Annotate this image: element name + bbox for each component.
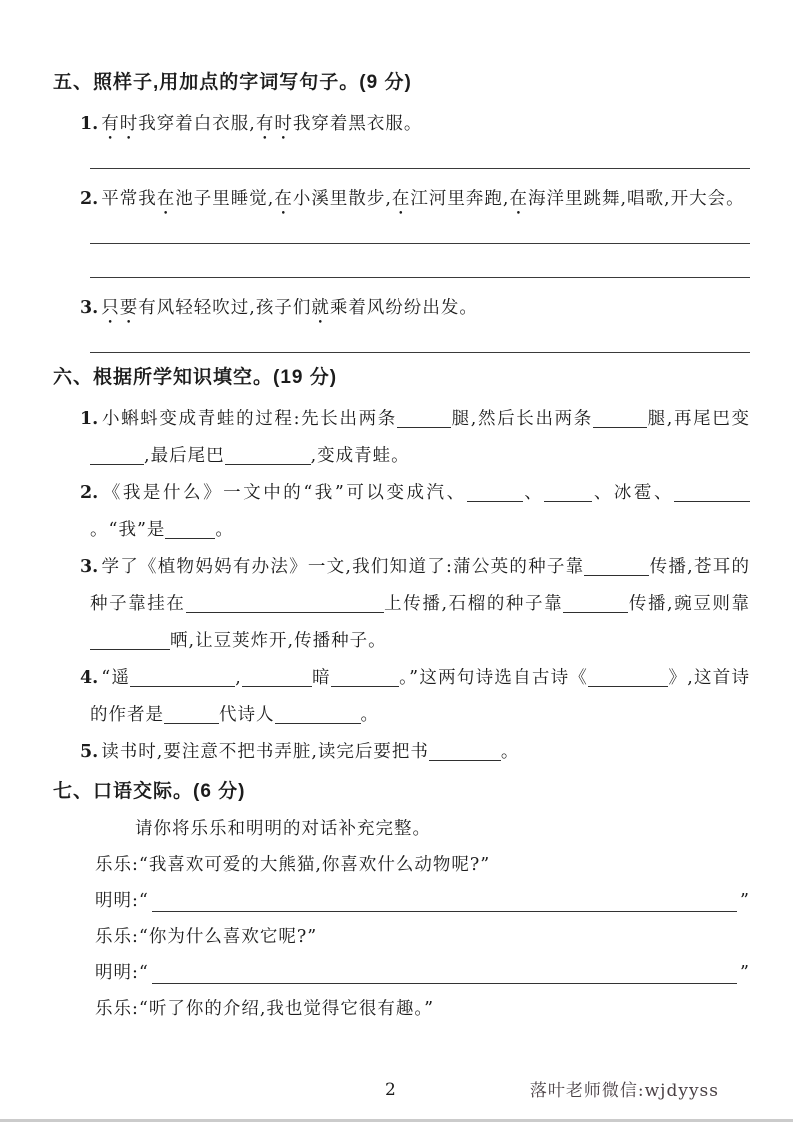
question-text: 。 [215, 520, 234, 540]
question-text: 。 [500, 742, 520, 762]
question-item [80, 401, 751, 475]
question-item [80, 734, 750, 771]
question-number: 1. [80, 409, 99, 429]
emphasis-dotted-text: 在 [156, 189, 176, 209]
dialog-line [95, 919, 750, 955]
question-text: 江河里奔跑, [410, 189, 510, 209]
question-text: 腿,然后长出两条 [450, 409, 593, 429]
emphasis-dotted-text: 有时 [255, 114, 293, 134]
question-text: ” [740, 891, 750, 911]
question-text: 小蝌蚪变成青蛙的过程:先长出两条 [101, 409, 397, 429]
question-text: 《我是什么》一文中的“我”可以变成汽、 [101, 483, 467, 503]
worksheet-sections [53, 0, 750, 1027]
fill-in-blank [584, 558, 649, 577]
question-text: “我喜欢可爱的大熊猫,你喜欢什么动物呢?” [138, 855, 491, 875]
question-number: 1. [80, 114, 99, 134]
fill-in-blank [165, 521, 215, 540]
question-text: 。”这两句诗选自古诗 [398, 668, 570, 688]
question-text: , [235, 668, 242, 688]
answer-line [90, 168, 750, 169]
fill-in-blank [674, 484, 750, 503]
question-text: 暗 [311, 668, 331, 688]
question-number: 3. [80, 557, 99, 577]
fill-in-blank [544, 484, 592, 503]
question-text: 我穿着白衣服, [138, 114, 256, 134]
emphasis-dotted-text: 在 [274, 189, 293, 209]
question-item [80, 475, 750, 549]
emphasis-dotted-text: 有时 [101, 114, 139, 134]
question-text: 学了《植物妈妈有办法》一文,我们知道了:蒲公英的种子靠 [101, 557, 585, 577]
question-text: 腿,再尾巴变 [646, 409, 751, 429]
question-text: 池子里睡觉, [175, 189, 275, 209]
section-five [53, 70, 750, 353]
question-text: 》,这首诗的作者是 [90, 668, 751, 725]
dialog-answer-line [152, 983, 737, 984]
emphasis-dotted-text: 就 [311, 298, 330, 318]
dialog-line [95, 955, 750, 991]
question-text: 《 [569, 668, 589, 688]
dialog-line [95, 991, 750, 1027]
fill-in-blank [429, 743, 501, 762]
dialog-speaker: 乐乐: [95, 927, 139, 947]
question-text: 平常我 [101, 189, 157, 209]
question-text: “你为什么喜欢它呢?” [138, 927, 318, 947]
question-text: 晒,让豆荚炸开,传播种子。 [170, 631, 387, 651]
question-text: 传播,豌豆则靠 [628, 594, 751, 614]
section-title: 七、口语交际。(6 分) [53, 781, 246, 802]
dialog-speaker: 明明: [95, 963, 139, 983]
question-item [80, 660, 751, 734]
fill-in-blank [588, 669, 668, 688]
question-number: 4. [80, 668, 99, 688]
section-title: 五、照样子,用加点的字词写句子。(9 分) [53, 72, 412, 93]
question-text: 、冰雹、 [592, 483, 675, 503]
question-item [80, 181, 750, 219]
question-text: 海洋里跳舞,唱歌,开大会。 [527, 189, 745, 209]
question-text: 我穿着黑衣服。 [292, 114, 423, 134]
watermark-wechat-contact: 落叶老师微信:wjdyyss [529, 1081, 719, 1101]
fill-in-blank [593, 410, 647, 429]
question-text: 传播,苍耳的种子靠挂在 [90, 557, 751, 614]
question-text: ,变成青蛙。 [310, 446, 410, 466]
question-number: 2. [80, 189, 99, 209]
dialog-speaker: 乐乐: [95, 999, 139, 1019]
fill-in-blank [90, 447, 144, 466]
emphasis-dotted-text: 只要 [101, 298, 139, 318]
dialog-speaker: 乐乐: [95, 855, 139, 875]
dialog-speaker: 明明: [95, 891, 139, 911]
question-number: 5. [80, 742, 99, 762]
question-text: “ [138, 891, 149, 911]
question-text: “ [138, 963, 149, 983]
answer-line [90, 277, 750, 278]
fill-in-blank [130, 669, 235, 688]
fill-in-blank [331, 669, 399, 688]
question-text: 。 [360, 705, 379, 725]
emphasis-dotted-text: 在 [391, 189, 411, 209]
question-text: 。“我”是 [90, 520, 166, 540]
question-item [80, 290, 750, 328]
question-text: ” [740, 963, 750, 983]
question-item [80, 549, 751, 660]
dialog-line [95, 847, 750, 883]
fill-in-blank [275, 706, 361, 725]
question-text: 乘着风纷纷出发。 [329, 298, 478, 318]
answer-line [90, 352, 750, 353]
dialog-intro: 请你将乐乐和明明的对话补充完整。 [135, 819, 431, 839]
page-number: 2 [385, 1080, 396, 1100]
question-text: 有风轻轻吹过,孩子们 [138, 298, 312, 318]
fill-in-blank [467, 484, 523, 503]
question-item [80, 106, 750, 144]
dialog-line [95, 883, 750, 919]
fill-in-blank [90, 632, 170, 651]
section-title: 六、根据所学知识填空。(19 分) [53, 367, 338, 388]
fill-in-blank [164, 706, 219, 725]
question-text: 上传播,石榴的种子靠 [383, 594, 564, 614]
fill-in-blank [242, 669, 312, 688]
emphasis-dotted-text: 在 [509, 189, 528, 209]
question-text: 代诗人 [219, 705, 275, 725]
fill-in-blank [186, 595, 384, 614]
question-text: 小溪里散步, [292, 189, 392, 209]
section-six [53, 365, 750, 771]
question-text: 读书时,要注意不把书弄脏,读完后要把书 [101, 742, 429, 762]
fill-in-blank [397, 410, 451, 429]
question-text: “听了你的介绍,我也觉得它很有趣。” [138, 999, 435, 1019]
fill-in-blank [225, 447, 311, 466]
answer-line [90, 243, 750, 244]
section-seven [53, 779, 750, 1027]
question-text: “遥 [101, 668, 131, 688]
question-text: 、 [522, 483, 545, 503]
question-text: ,最后尾巴 [144, 446, 225, 466]
fill-in-blank [563, 595, 628, 614]
question-number: 2. [80, 483, 99, 503]
dialog-answer-line [152, 911, 737, 912]
question-number: 3. [80, 298, 99, 318]
